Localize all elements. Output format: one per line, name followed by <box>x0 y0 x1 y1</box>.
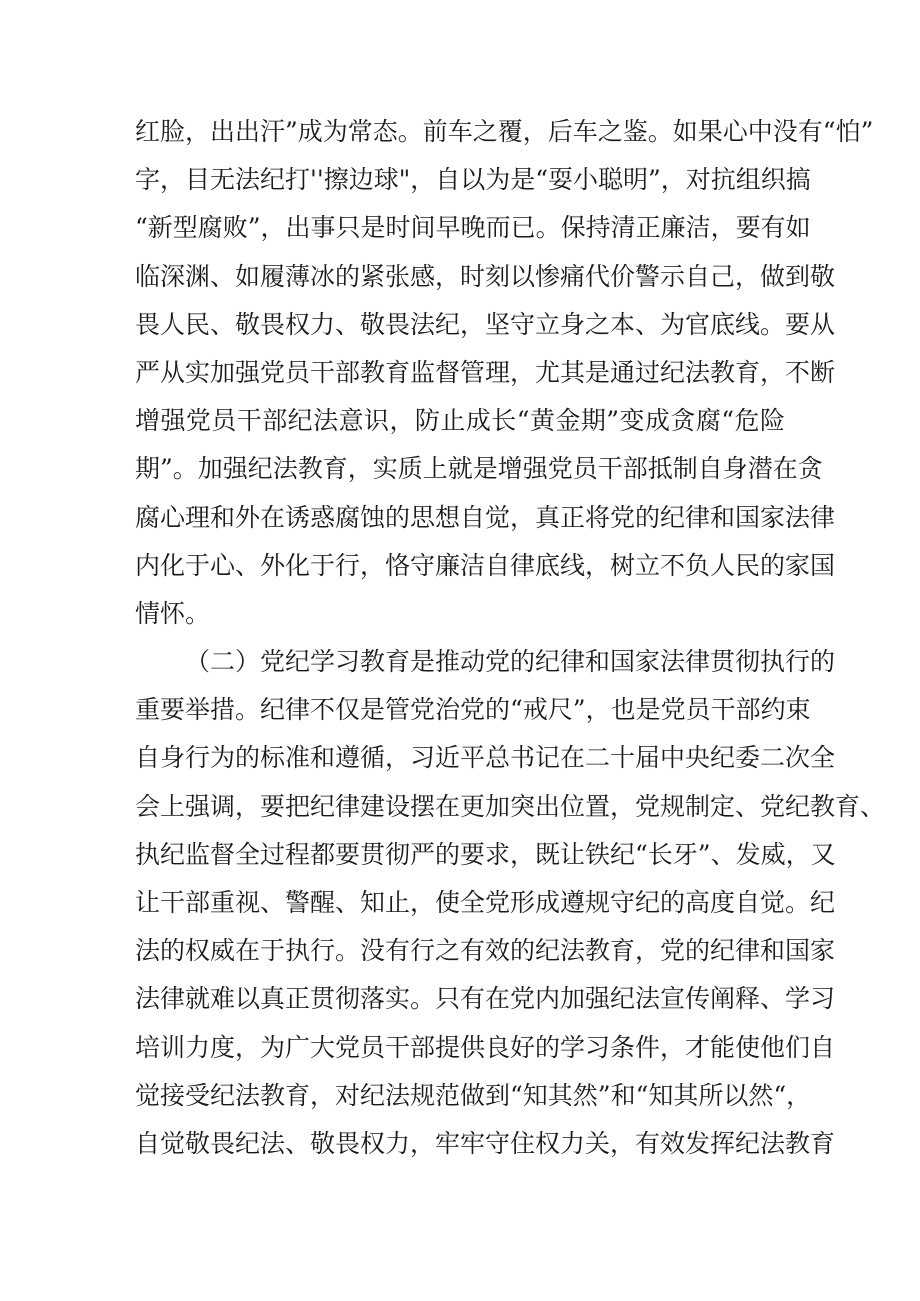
text-line: 畏人民、敬畏权力、敬畏法纪，坚守立身之本、为官底线。要从 <box>135 309 836 339</box>
text-line: 临深渊、如履薄冰的紧张感，时刻以惨痛代价警示自己，做到敬 <box>135 261 836 291</box>
text-line: 执纪监督全过程都要贯彻严的要求，既让铁纪“长牙”、发威，又 <box>135 839 836 869</box>
text-line: “新型腐败”，出事只是时间早晚而已。保持清正廉洁，要有如 <box>135 213 811 243</box>
text-line: 增强党员干部纪法意识，防止成长“黄金期”变成贪腐“危险 <box>135 406 785 436</box>
body-text <box>0 108 920 1168</box>
text-line: 会上强调，要把纪律建设摆在更加突出位置，党规制定、党纪教育、 <box>135 791 886 821</box>
text-line: 法的权威在于执行。没有行之有效的纪法教育，党的纪律和国家 <box>135 936 836 966</box>
text-line: 字，目无法纪打''擦边球"，自以为是“耍小聪明”，对抗组织搞 <box>135 165 811 195</box>
text-line: 腐心理和外在诱惑腐蚀的思想自觉，真正将党的纪律和国家法律 <box>135 502 836 532</box>
text-line: 红脸，出出汗”成为常态。前车之覆，后车之鉴。如果心中没有“怕” <box>135 117 874 146</box>
text-line: 自觉敬畏纪法、敬畏权力，牢牢守住权力关，有效发挥纪法教育 <box>135 1128 836 1158</box>
text-line: 觉接受纪法教育，对纪法规范做到“知其然”和“知其所以然“， <box>135 1080 812 1110</box>
text-line: 培训力度，为广大党员干部提供良好的学习条件，才能使他们自 <box>135 1032 836 1062</box>
section-heading-line: （二）党纪学习教育是推动党的纪律和国家法律贯彻执行的 <box>185 647 836 677</box>
text-line: 重要举措。纪律不仅是管党治党的“戒尺”，也是党员干部约束 <box>135 695 811 725</box>
text-line: 让干部重视、警醒、知止，使全党形成遵规守纪的高度自觉。纪 <box>135 888 836 917</box>
text-line: 自身行为的标准和遵循，习近平总书记在二十届中央纪委二次全 <box>135 743 836 773</box>
paragraph-end-line: 情怀。 <box>135 598 211 628</box>
text-line: 期”。加强纪法教育，实质上就是增强党员干部抵制自身潜在贪 <box>135 454 823 484</box>
text-line: 严从实加强党员干部教育监督管理，尤其是通过纪法教育，不断 <box>135 357 836 387</box>
text-line: 内化于心、外化于行，恪守廉洁自律底线，树立不负人民的家国 <box>135 550 836 580</box>
text-line: 法律就难以真正贯彻落实。只有在党内加强纪法宣传阐释、学习 <box>135 984 836 1014</box>
